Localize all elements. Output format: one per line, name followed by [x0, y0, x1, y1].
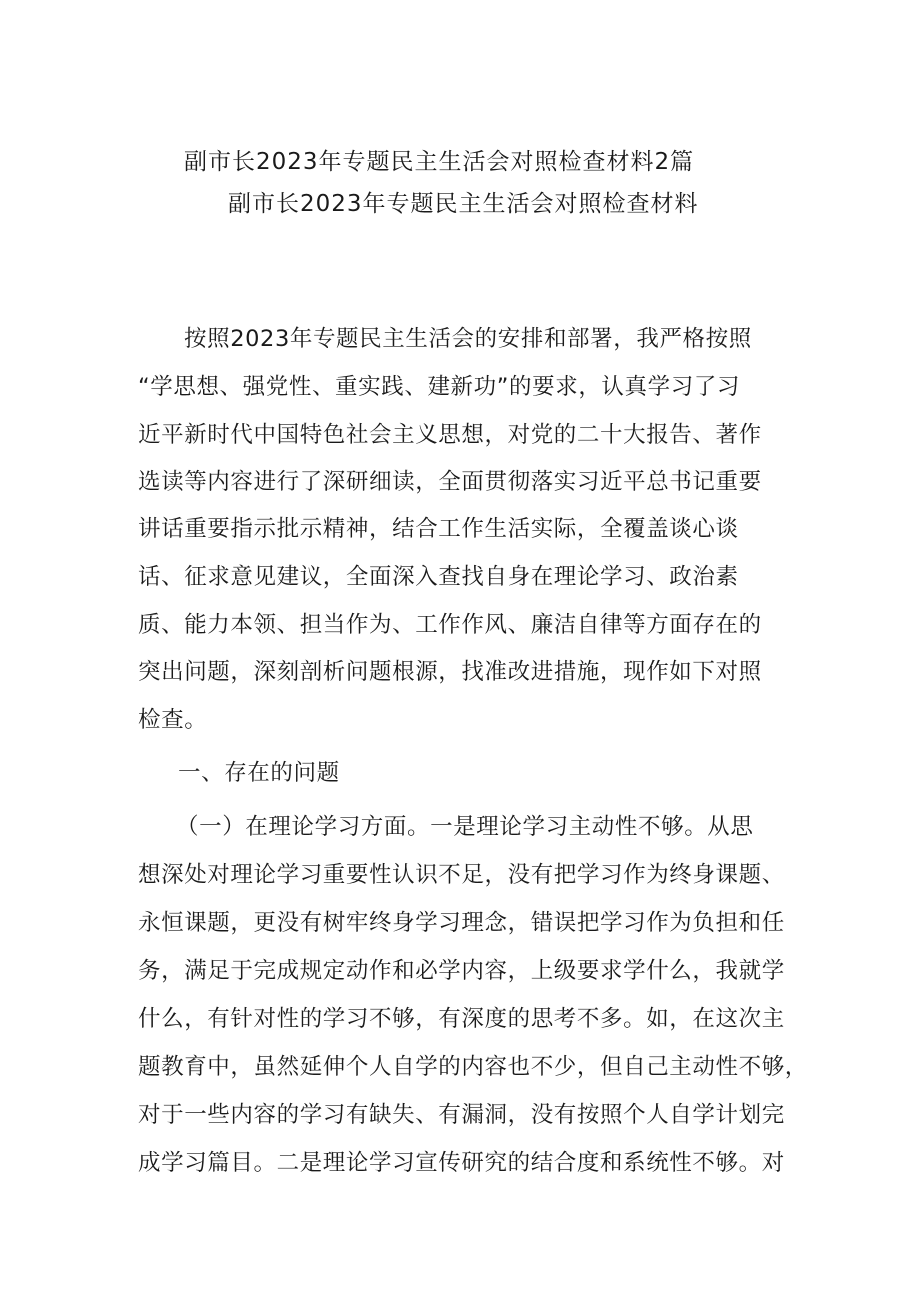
- document-subtitle: 副市长2023年专题民主生活会对照检查材料: [228, 191, 699, 217]
- intro-line: 检查。: [138, 707, 208, 733]
- document-title: 副市长2023年专题民主生活会对照检查材料2篇: [184, 149, 695, 175]
- body-line: 务，满足于完成规定动作和必学内容，上级要求学什么，我就学: [138, 958, 785, 984]
- intro-line: 突出问题，深刻剖析问题根源，找准改进措施，现作如下对照: [138, 659, 762, 685]
- body-line: 对于一些内容的学习有缺失、有漏洞，没有按照个人自学计划完: [138, 1102, 785, 1128]
- body-line: 成学习篇目。二是理论学习宣传研究的结合度和系统性不够。对: [138, 1150, 785, 1176]
- body-line: 什么，有针对性的学习不够，有深度的思考不多。如，在这次主: [138, 1006, 785, 1032]
- body-line: （一）在理论学习方面。一是理论学习主动性不够。从思: [176, 814, 754, 840]
- intro-line: 近平新时代中国特色社会主义思想，对党的二十大报告、著作: [138, 422, 762, 448]
- body-line: 想深处对理论学习重要性认识不足，没有把学习作为终身课题、: [138, 862, 785, 888]
- intro-line: 质、能力本领、担当作为、工作作风、廉洁自律等方面存在的: [138, 612, 762, 638]
- intro-line: 话、征求意见建议，全面深入查找自身在理论学习、政治素: [138, 564, 739, 590]
- intro-line: “学思想、强党性、重实践、建新功”的要求，认真学习了习: [138, 374, 741, 400]
- intro-line: 讲话重要指示批示精神，结合工作生活实际，全覆盖谈心谈: [138, 516, 739, 542]
- intro-line: 按照2023年专题民主生活会的安排和部署，我严格按照: [184, 326, 752, 352]
- body-line: 题教育中，虽然延伸个人自学的内容也不少，但自己主动性不够，: [138, 1054, 808, 1080]
- intro-line: 选读等内容进行了深研细读，全面贯彻落实习近平总书记重要: [138, 469, 762, 495]
- section-heading: 一、存在的问题: [178, 760, 340, 786]
- body-line: 永恒课题，更没有树牢终身学习理念，错误把学习作为负担和任: [138, 910, 785, 936]
